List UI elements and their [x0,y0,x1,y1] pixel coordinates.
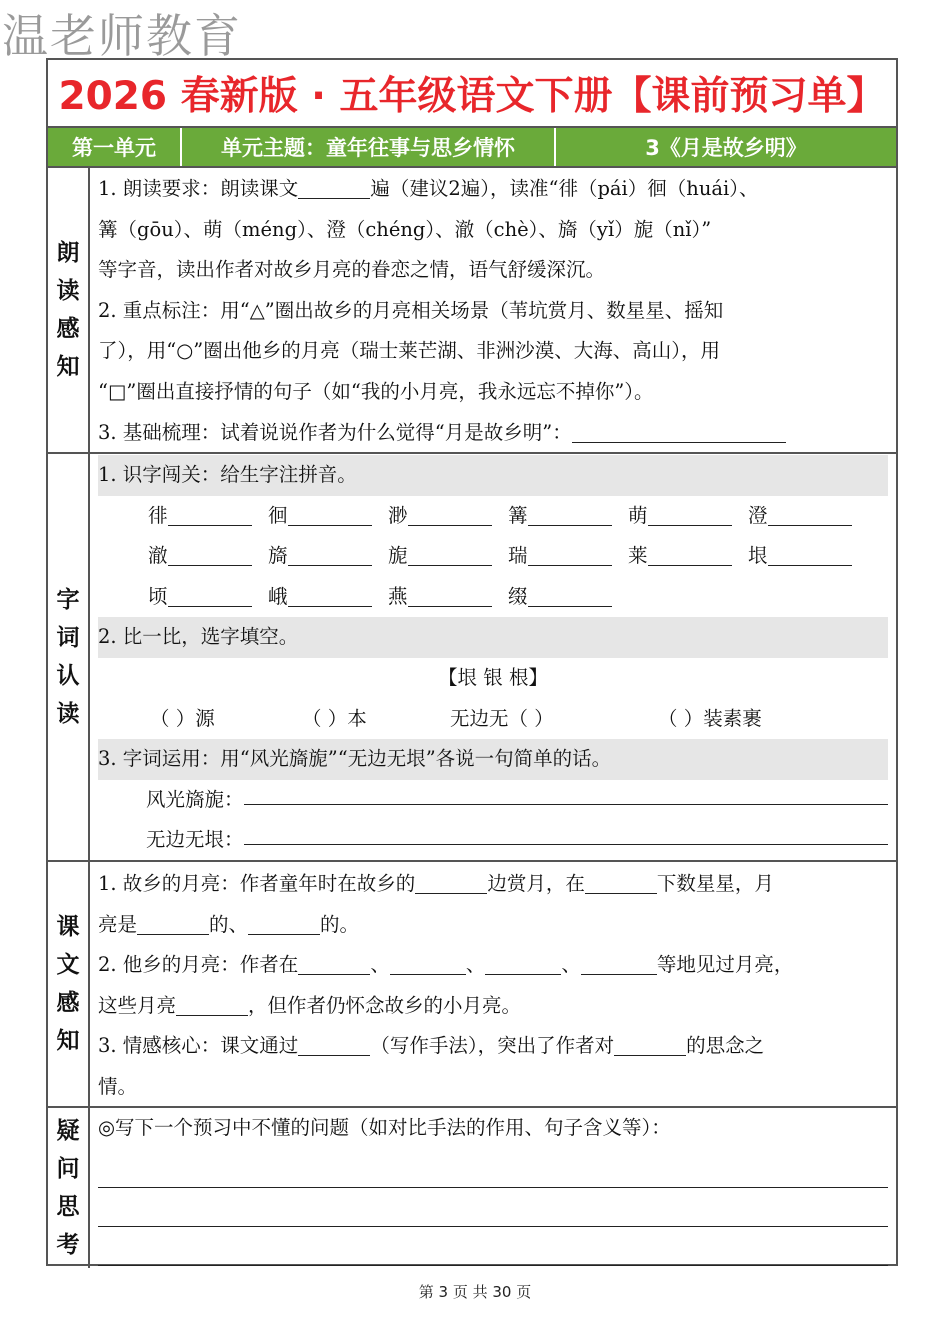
pinyin-blank[interactable] [528,582,612,607]
words-q2: 2. 比一比，选字填空。 [98,617,888,658]
pinyin-blank[interactable] [168,501,252,526]
pinyin-blank[interactable] [168,541,252,566]
pinyin-blank[interactable] [768,501,852,526]
answer-blank[interactable] [572,418,786,443]
blank[interactable] [614,1031,686,1056]
pinyin-blank[interactable] [288,501,372,526]
fill-row [98,699,888,740]
text-line-1: 1. 故乡的月亮：作者童年时在故乡的 边赏月，在 下数星星，月 [98,864,888,905]
words-q1: 1. 识字闯关：给生字注拼音。 [98,455,888,496]
pinyin-blank[interactable] [288,541,372,566]
blank[interactable] [298,1031,370,1056]
question-prompt: ◎写下一个预习中不懂的问题（如对比手法的作用、句子含义等）： [98,1116,671,1139]
section-label-text: 课 文 感 知 [48,862,90,1106]
pinyin-blank[interactable] [288,582,372,607]
blank[interactable] [298,174,370,199]
fill-item[interactable]: （ ）本 [302,706,367,730]
pinyin-blank[interactable] [648,501,732,526]
text-line-2: 亮是 的、 的。 [98,905,888,946]
blank[interactable] [390,950,466,975]
blank[interactable] [137,910,209,935]
section-reading [48,168,896,454]
fill-item[interactable]: （ ）源 [150,706,215,730]
reading-line-6: “□”圈出直接抒情的句子（如“我的小月亮，我永远忘不掉你”）。 [98,379,654,403]
fill-item[interactable]: 无边无（ ） [450,706,554,730]
lesson-title: 3《月是故乡明》 [645,136,807,160]
answer-line-1[interactable] [98,1149,888,1188]
blank[interactable] [415,869,487,894]
reading-line-4: 2. 重点标注：用“△”圈出故乡的月亮相关场景（苇坑赏月、数星星、摇知 [98,298,724,322]
pinyin-blank[interactable] [528,501,612,526]
reading-line-2: 篝（gōu）、萌（méng）、澄（chéng）、澈（chè）、旖（yǐ）旎（nǐ）” [98,217,712,241]
answer-line-3[interactable] [98,1227,888,1266]
section-label-reading: 朗 读 感 知 [48,168,90,452]
blank[interactable] [176,991,248,1016]
blank[interactable] [298,950,370,975]
section-text [48,862,896,1108]
pinyin-blank[interactable] [408,582,492,607]
unit-label: 第一单元 [48,128,182,166]
fill-item[interactable]: （ ）装素裹 [658,706,762,730]
pinyin-blank[interactable] [408,541,492,566]
answer-line-2[interactable] [98,1188,888,1227]
blank[interactable] [585,869,657,894]
use-row-2: 无边无垠： [98,820,888,861]
unit-bar [48,128,896,168]
blank[interactable] [485,950,561,975]
reading-line-1: 1. 朗读要求：朗读课文 遍（建议2遍），读准“徘（pái）徊（huái）、 [98,169,888,210]
page-footer: 第 3 页 共 30 页 [418,1283,532,1301]
char-row-3: 顷 峨 燕 缀 [98,577,888,618]
watermark: 温老师教育 [2,9,242,63]
section-label-questions: 疑 问 思 考 [48,1108,90,1268]
blank[interactable] [581,950,657,975]
pinyin-blank[interactable] [408,501,492,526]
pinyin-blank[interactable] [528,541,612,566]
reading-line-7: 3. 基础梳理：试着说说作者为什么觉得“月是故乡明”： [98,413,888,454]
pinyin-blank[interactable] [768,541,852,566]
pinyin-blank[interactable] [648,541,732,566]
sentence-blank[interactable] [244,780,888,805]
char-row-1: 徘 徊 渺 篝 萌 澄 [98,496,888,537]
text-line-4: 这些月亮 ，但作者仍怀念故乡的小月亮。 [98,986,888,1027]
page-title: 2026 春新版 · 五年级语文下册【课前预习单】 [48,60,896,128]
section-words [48,454,896,862]
text-line-3: 2. 他乡的月亮：作者在 、 、 、 等地见过月亮， [98,945,888,986]
sentence-blank[interactable] [244,820,888,845]
use-row-1: 风光旖旎： [98,780,888,821]
char-row-2: 澈 旖 旎 瑞 莱 垠 [98,536,888,577]
unit-theme: 单元主题：童年往事与思乡情怀 [182,128,556,166]
pinyin-blank[interactable] [168,582,252,607]
text-line-5: 3. 情感核心：课文通过 （写作手法），突出了作者对 的思念之 [98,1026,888,1067]
reading-line-3: 等字音，读出作者对故乡月亮的眷恋之情，语气舒缓深沉。 [98,258,606,282]
char-choices: 【垠 银 根】 [438,665,548,689]
worksheet [46,58,898,1266]
words-q3: 3. 字词运用：用“风光旖旎”“无边无垠”各说一句简单的话。 [98,739,888,780]
section-questions [48,1108,896,1268]
blank[interactable] [248,910,320,935]
reading-line-5: 了），用“○”圈出他乡的月亮（瑞士莱芒湖、非洲沙漠、大海、高山），用 [98,339,720,363]
section-label-words: 字 词 认 读 [48,454,90,860]
text-line-6: 情。 [98,1074,138,1098]
